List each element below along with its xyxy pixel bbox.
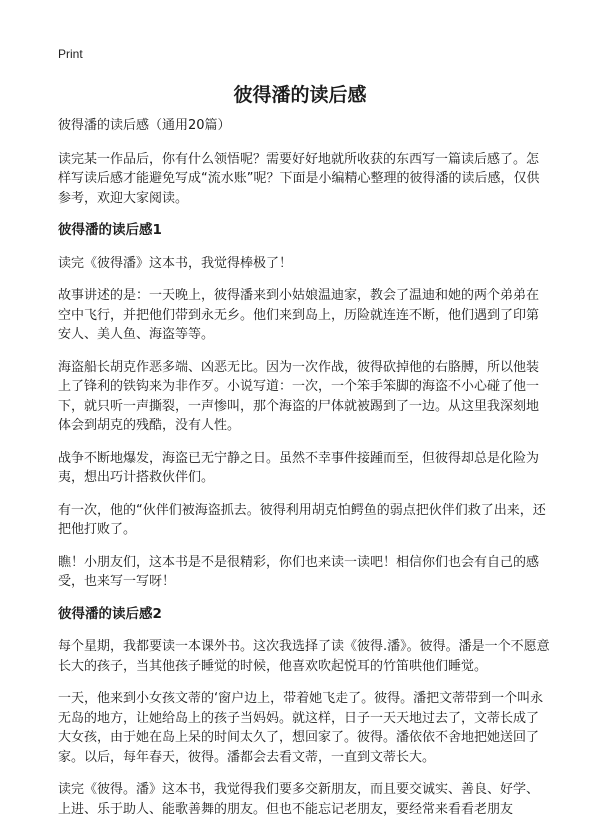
- article-subtitle: 彼得潘的读后感（通用20篇）: [58, 118, 231, 133]
- section-heading: 彼得潘的读后感1: [58, 222, 162, 238]
- intro-paragraph: 读完某一作品后，你有什么领悟呢？需要好好地就所收获的东西写一篇读后感了。怎样写读后感才能避免写成“流水账”呢？下面是小编精心整理的彼得潘的读后感，仅供参考，欢迎大家阅读。: [58, 151, 540, 206]
- paragraph: 海盗船长胡克作恶多端、凶恶无比。因为一次作战，彼得砍掉他的右胳膊，所以他装上了锋利的铁钩来为非作歹。小说写道：一次，一个笨手笨脚的海盗不小心碰了他一下，就只听一声撕裂，一声惨叫，那个海盗的尸体就被踢到了一边。从这里我深刻地体会到胡克的残酷，没有人性。: [58, 359, 540, 433]
- paragraph: 一天，他来到小女孩文蒂的‘窗户边上，带着她飞走了。彼得。潘把文蒂带到一个叫永无岛的地方，让她给岛上的孩子当妈妈。就这样，日子一天天地过去了，文蒂长成了大女孩，由于她在岛上呆的时间太久了，想回家了。彼得。潘依依不舍地把她送回了家。以后，每年春天，彼得。潘都会去看文蒂，一直到文蒂长大。: [58, 691, 544, 765]
- paragraph: 读完《彼得潘》这本书，我觉得棒极了！: [58, 255, 293, 271]
- print-link[interactable]: Print: [58, 47, 83, 61]
- article-body: [58, 116, 550, 832]
- page-title: 彼得潘的读后感: [233, 84, 367, 106]
- paragraph: 每个星期，我都要读一本课外书。这次我选择了读《彼得.潘》。彼得。潘是一个不愿意长大的孩子，当其他孩子睡觉的时候，他喜欢吹起悦耳的竹笛哄他们睡觉。: [58, 639, 550, 674]
- paragraph: 故事讲述的是：一天晚上，彼得潘来到小姑娘温迪家，教会了温迪和她的两个弟弟在空中飞行，并把他们带到永无乡。他们来到岛上，历险就连连不断，他们遇到了印第安人、美人鱼、海盗等等。: [58, 288, 540, 342]
- section-heading: 彼得潘的读后感2: [58, 605, 162, 622]
- paragraph: 瞧！小朋友们，这本书是不是很精彩，你们也来读一读吧！相信你们也会有自己的感受，也来写一写呀！: [58, 554, 540, 589]
- paragraph: 战争不断地爆发，海盗已无宁静之日。虽然不幸事件接踵而至，但彼得却总是化险为夷，想出巧计搭救伙伴们。: [58, 450, 540, 485]
- paragraph: 读完《彼得。潘》这本书，我觉得我们要多交新朋友，而且要交诚实、善良、好学、上进、乐于助人、能歌善舞的朋友。但也不能忘记老朋友，要经常来看看老朋友: [58, 782, 540, 817]
- paragraph: 有一次，他的“伙伴们被海盗抓去。彼得利用胡克怕鳄鱼的弱点把伙伴们救了出来，还把他打败了。: [58, 502, 546, 537]
